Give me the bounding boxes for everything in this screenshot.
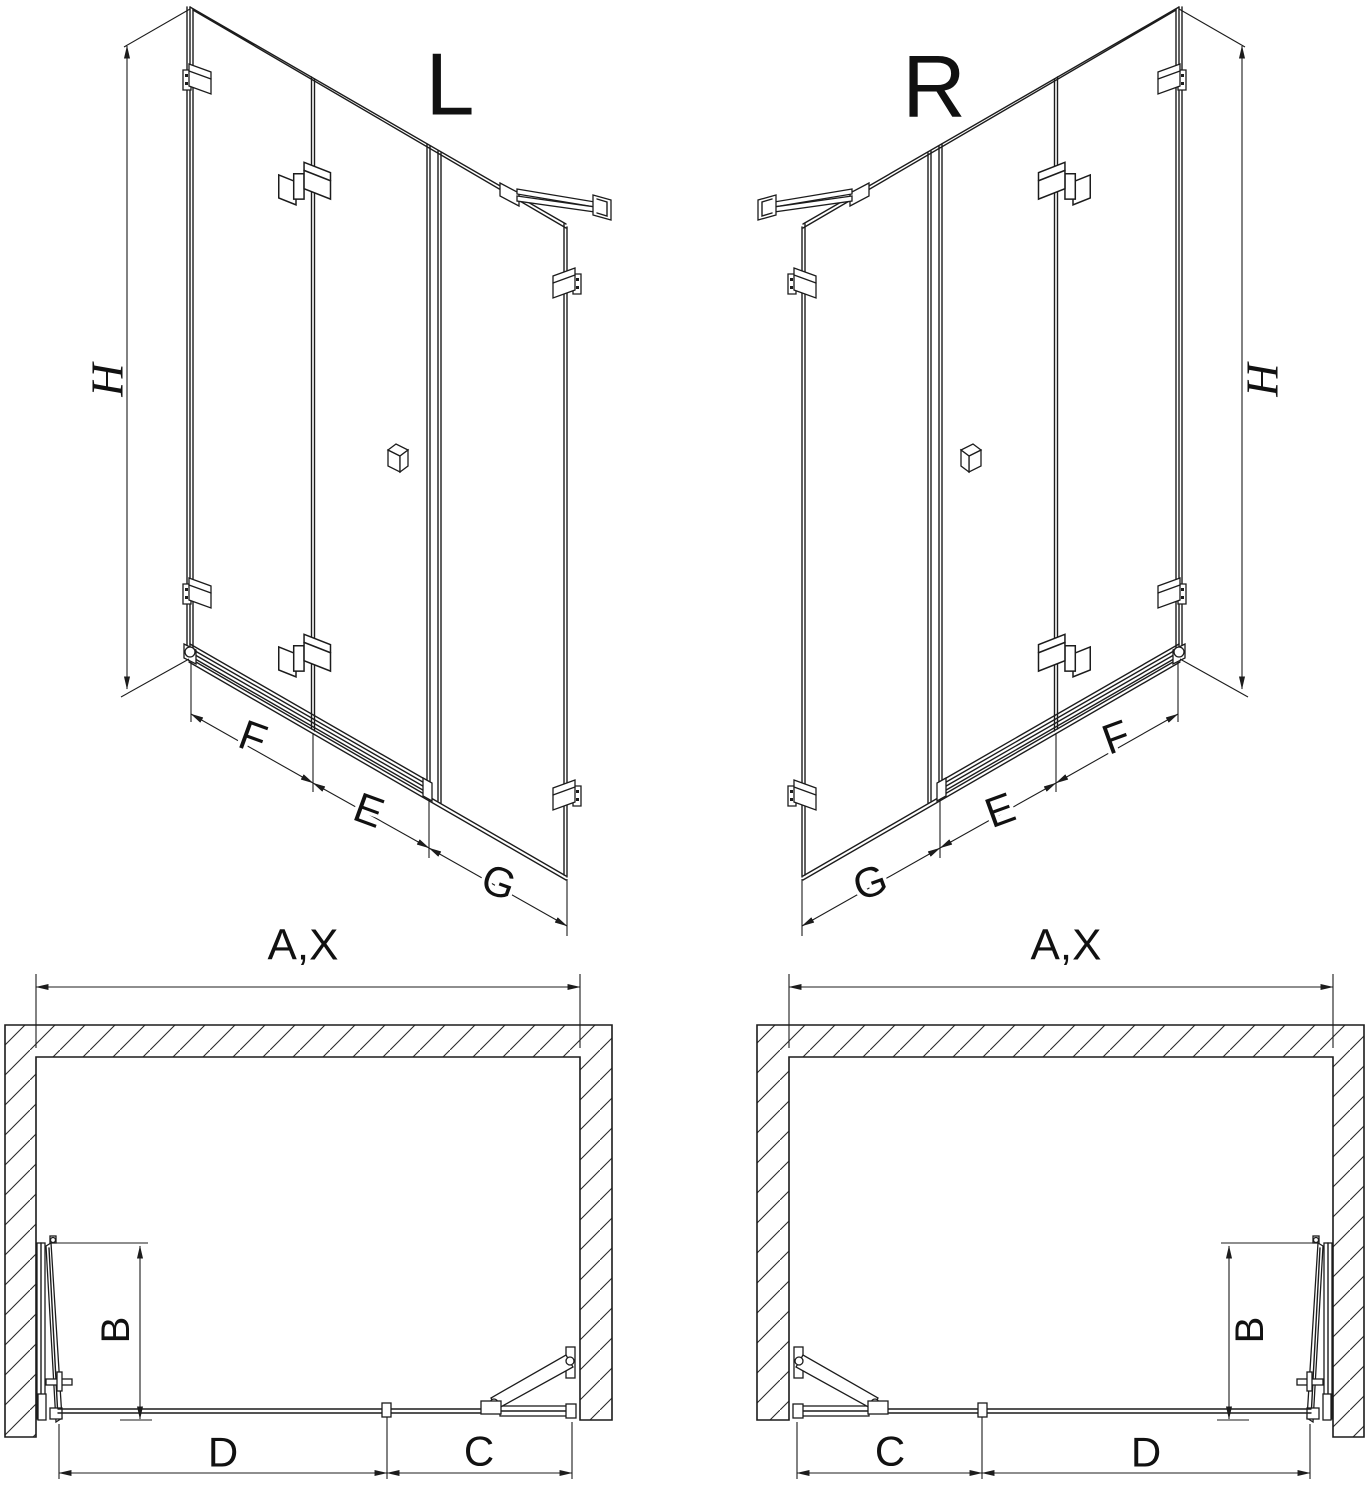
door-projection-label-right: B [1228, 1316, 1272, 1344]
width-dim-label-left-2: E [347, 783, 391, 837]
height-dim-label-right: H [1236, 363, 1288, 397]
bottom-dim-label-right-1: C [874, 1427, 906, 1475]
width-dim-label-left-1: F [232, 710, 274, 764]
overall-dim-label-right: A,X [1030, 920, 1102, 970]
variant-label-right: R [902, 36, 966, 136]
variant-label-left: L [425, 34, 475, 134]
height-dim-label-left: H [81, 363, 133, 397]
door-projection-label-left: B [94, 1316, 138, 1344]
width-dim-label-left-3: G [475, 854, 523, 910]
bottom-dim-label-right-2: D [1130, 1428, 1162, 1476]
right-plan-walls [757, 1025, 1364, 1437]
width-dim-label-right-2: E [978, 783, 1022, 837]
bottom-dim-label-left-1: D [207, 1428, 239, 1476]
width-dim-label-right-3: F [1095, 710, 1137, 764]
width-dim-label-right-1: G [846, 854, 894, 910]
bottom-dim-label-left-2: C [463, 1427, 495, 1475]
overall-dim-label-left: A,X [267, 920, 339, 970]
left-plan-walls [5, 1025, 612, 1437]
